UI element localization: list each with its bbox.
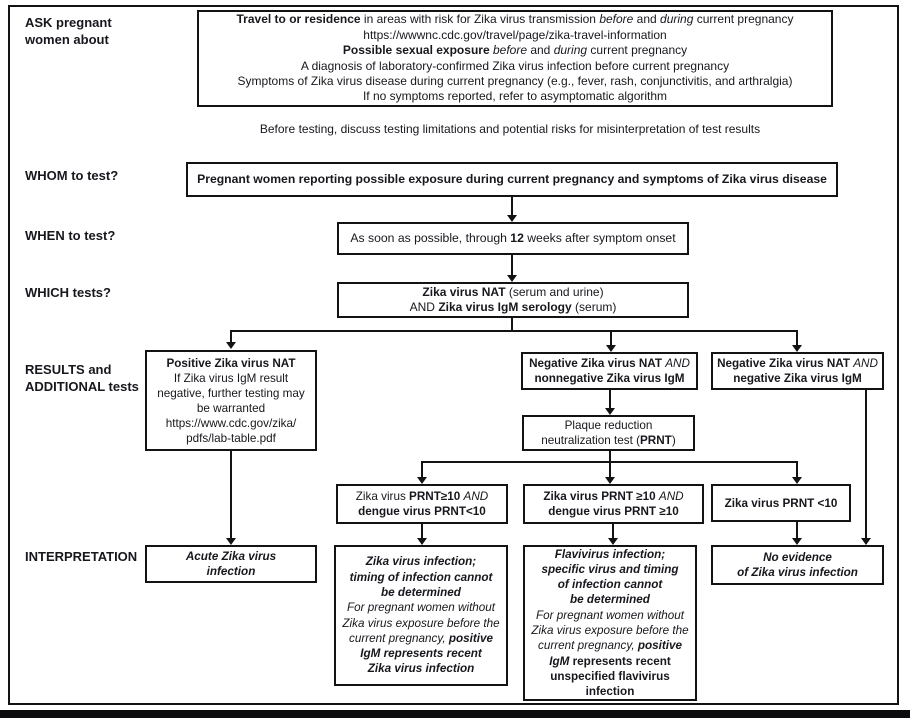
connector-acute — [230, 451, 232, 538]
arrowhead-interp-none-right — [861, 538, 871, 545]
arrowhead-result-right — [792, 345, 802, 352]
label-results: RESULTS and ADDITIONAL tests — [25, 362, 139, 394]
when-to-test-box: As soon as possible, through 12 weeks after symptom onset — [337, 222, 689, 255]
connector-interp-flavi — [612, 524, 614, 538]
connector-result-prnt — [609, 390, 611, 409]
which-tests-box: Zika virus NAT (serum and urine) AND Zika virus IgM serology (serum) — [337, 282, 689, 318]
label-which: WHICH tests? — [25, 285, 111, 300]
branch-prnt-left-stub — [421, 461, 423, 478]
bottom-rule — [0, 710, 910, 718]
branch-prnt-mid-stub — [609, 461, 611, 478]
arrowhead-when-which — [507, 275, 517, 282]
result-box-positive-nat: Positive Zika virus NAT If Zika virus IgM result negative, further testing may be warranted https://www.cdc.gov/zika/ pdfs/lab-table.pdf — [145, 350, 317, 451]
branch-right-stub — [796, 330, 798, 346]
prnt-box: Plaque reduction neutralization test (PRNT) — [522, 415, 695, 451]
branch-mid-stub — [610, 330, 612, 346]
label-when: WHEN to test? — [25, 228, 116, 243]
arrowhead-interp-none-left — [792, 538, 802, 545]
prnt-branch-right-box: Zika virus PRNT <10 — [711, 484, 851, 522]
connector-when-which — [511, 255, 513, 275]
arrowhead-prnt-right — [792, 477, 802, 484]
arrowhead-prnt-left — [417, 477, 427, 484]
arrowhead-whom-when — [507, 215, 517, 222]
arrowhead-result-mid — [606, 345, 616, 352]
prnt-branch-middle-box: Zika virus PRNT ≥10 AND dengue virus PRNT ≥10 — [523, 484, 704, 524]
arrowhead-prnt — [605, 408, 615, 415]
arrowhead-interp-flavi — [608, 538, 618, 545]
interp-no-evidence-box: No evidence of Zika virus infection — [711, 545, 884, 585]
prnt-branch-left-box: Zika virus PRNT≥10 AND dengue virus PRNT<10 — [336, 484, 508, 524]
label-ask: ASK pregnant women about — [25, 15, 112, 47]
branch-prnt-right-stub — [796, 461, 798, 478]
connector-whom-when — [511, 197, 513, 216]
note-before-testing: Before testing, discuss testing limitations and potential risks for misinterpretation of test results — [259, 122, 761, 136]
interp-zika-box: Zika virus infection; timing of infection cannot be determined For pregnant women without Zika virus exposure before the current pregnancy, positive IgM represents recent Zika virus infection — [334, 545, 508, 686]
arrowhead-interp-zika — [417, 538, 427, 545]
interp-flavivirus-box: Flavivirus infection; specific virus and timing of infection cannot be determined For pregnant women without Zika virus exposure before the current pregnancy, positive IgM represents recent unspecified flavivirus infection — [523, 545, 697, 701]
result-box-negative-nat-nonnegative-igm: Negative Zika virus NAT AND nonnegative Zika virus IgM — [521, 352, 698, 390]
ask-exposure-box: Travel to or residence in areas with risk for Zika virus transmission before and during current pregnancy https://wwwnc.cdc.gov/travel/page/zika-travel-information Possible sexual exposure before and during current pregnancy A diagnosis of laboratory-confirmed Zika virus infection before current pregnancy Symptoms of Zika virus disease during current pregnancy (e.g., fever, rash, conjunctivitis, and arthralgia) If no symptoms reported, refer to asymptomatic algorithm — [197, 10, 833, 107]
label-interpretation: INTERPRETATION — [25, 549, 138, 564]
connector-interp-none-left — [796, 522, 798, 538]
branch-results-hline — [230, 330, 798, 332]
whom-to-test-box: Pregnant women reporting possible exposure during current pregnancy and symptoms of Zika virus disease — [186, 162, 838, 197]
arrowhead-acute — [226, 538, 236, 545]
label-whom: WHOM to test? — [25, 168, 119, 183]
arrowhead-result-left — [226, 342, 236, 349]
arrowhead-prnt-mid — [605, 477, 615, 484]
interp-acute-box: Acute Zika virus infection — [145, 545, 317, 583]
connector-interp-zika — [421, 524, 423, 538]
result-box-negative-nat-negative-igm: Negative Zika virus NAT AND negative Zika virus IgM — [711, 352, 884, 390]
connector-interp-none-right — [865, 390, 867, 538]
